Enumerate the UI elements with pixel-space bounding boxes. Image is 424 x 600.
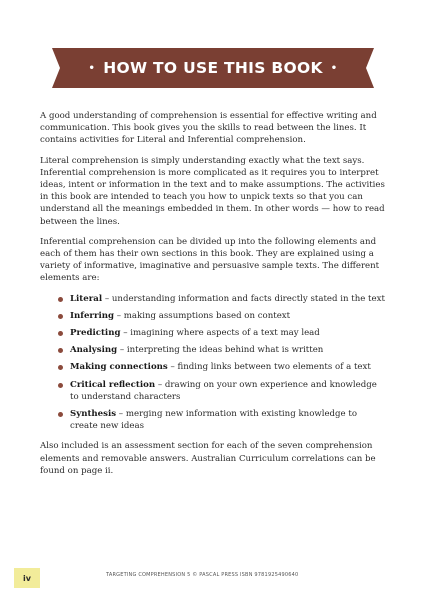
list-item [40, 361, 385, 373]
bullet-icon [58, 297, 63, 302]
element-description: – understanding information and facts directly stated in the text [102, 293, 385, 304]
title-banner [46, 46, 380, 90]
footer-credit: TARGETING COMPREHENSION 5 © PASCAL PRESS ISBN 9781925490640 [106, 572, 299, 578]
inferential-paragraph: Inferential comprehension can be divided up into the following elements and each of them has their own sections in this book. They are explained using a variety of informative, imaginative and persuasive sample texts. The different elements are: [40, 236, 380, 284]
element-term: Synthesis [70, 409, 117, 420]
bullet-icon [58, 348, 63, 353]
bullet-icon [58, 383, 63, 388]
list-item [40, 293, 385, 305]
element-description: – merging new information with existing knowledge to create new ideas [70, 409, 358, 432]
page-number: iv [14, 568, 40, 588]
element-term: Making connections [70, 362, 168, 373]
element-description: – finding links between two elements of a text [167, 362, 371, 373]
closing-paragraph: Also included is an assessment section for each of the seven comprehension elements and removable answers. Australian Curriculum correlations can be found on page ii. [40, 441, 376, 476]
body-content [40, 110, 385, 485]
list-item [40, 327, 385, 339]
list-item [40, 344, 385, 356]
element-description: – making assumptions based on context [114, 310, 291, 321]
bullet-icon [58, 331, 63, 336]
element-description: – interpreting the ideas behind what is written [117, 345, 324, 356]
list-item [40, 379, 385, 403]
page-footer [14, 568, 414, 588]
list-item [40, 310, 385, 322]
element-term: Analysing [70, 345, 118, 356]
element-term: Literal [70, 293, 103, 304]
list-item [40, 408, 385, 432]
banner-dot-left: • [88, 62, 96, 74]
elements-list [40, 293, 385, 433]
banner-dot-right: • [330, 62, 338, 74]
element-description: – imagining where aspects of a text may lead [120, 328, 320, 339]
element-term: Critical reflection [70, 379, 156, 390]
element-description: – drawing on your own experience and knowledge to understand characters [70, 379, 377, 402]
bullet-icon [58, 412, 63, 417]
literal-paragraph: Literal comprehension is simply understanding exactly what the text says. Inferential comprehension is more complicated as it requires you to interpret ideas, intent or information in the text and to make assumptions. The activities in this book are intended to teach you how to unpick texts so that you can understand all the meanings embedded in them. In other words — how to read between the lines. [40, 155, 385, 227]
element-term: Inferring [70, 310, 115, 321]
intro-paragraph: A good understanding of comprehension is essential for effective writing and communication. This book gives you the skills to read between the lines. It contains activities for Literal and Inferential comprehension. [40, 111, 377, 146]
bullet-icon [58, 365, 63, 370]
page-title-text: HOW TO USE THIS BOOK [103, 59, 323, 77]
bullet-icon [58, 314, 63, 319]
element-term: Predicting [70, 328, 121, 339]
page-title [46, 46, 380, 90]
